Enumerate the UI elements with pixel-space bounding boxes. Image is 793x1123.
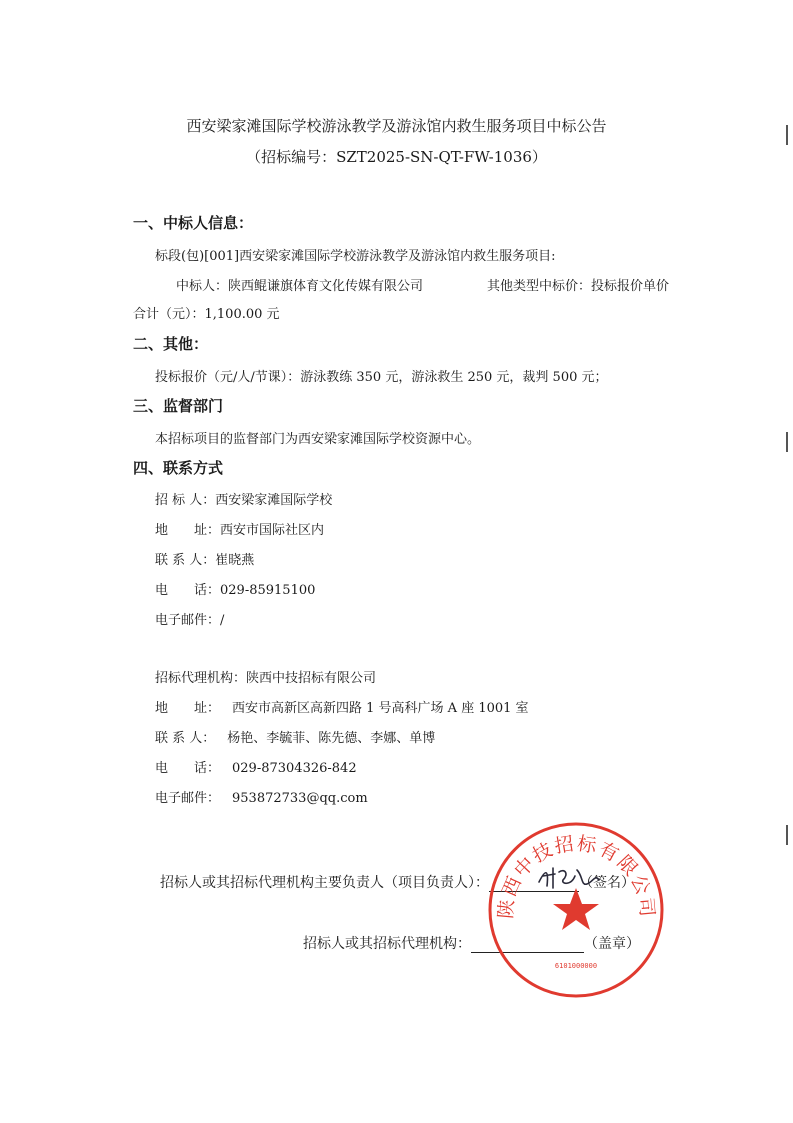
row-label: 电子邮件： [155, 613, 221, 628]
document-title: 西安梁家滩国际学校游泳教学及游泳馆内救生服务项目中标公告 [186, 117, 607, 135]
tender-number: （招标编号：SZT2025-SN-QT-FW-1036） [246, 148, 547, 166]
company-seal-icon [484, 818, 669, 1003]
row-label: 电 话： [155, 761, 221, 776]
agency-row [155, 667, 376, 686]
quote-text: 投标报价（元/人/节课）：游泳教练 350 元，游泳救生 250 元，裁判 500 元； [155, 370, 608, 385]
winner-text: 中标人：陕西鲲谦旗体育文化传媒有限公司 [176, 279, 424, 294]
scan-edge-mark [786, 125, 788, 145]
total-text: 合计（元）：1,100.00 元 [133, 307, 280, 322]
scan-edge-mark [786, 432, 788, 452]
row-label: 电 话： [155, 583, 221, 598]
scan-edge-mark [786, 825, 788, 845]
section-heading-winner: 一、中标人信息： [133, 214, 254, 232]
tenderer-contact-row [155, 549, 254, 568]
tenderer-email-row [155, 609, 224, 628]
section-heading-supervision: 三、监督部门 [133, 397, 224, 415]
section-heading-contact: 四、联系方式 [133, 459, 224, 477]
row-value: 杨艳、李毓菲、陈先德、李娜、单博 [227, 731, 436, 746]
section-heading-other: 二、其他： [133, 335, 209, 353]
tenderer-row [155, 489, 332, 508]
row-value: 953872733@qq.com [232, 791, 368, 806]
other-price-text: 其他类型中标价：投标报价单价 [487, 279, 670, 294]
row-value: 西安梁家滩国际学校 [215, 493, 333, 508]
agency-contact-row [155, 727, 435, 746]
row-value: 西安市高新区高新四路 1 号高科广场 A 座 1001 室 [232, 701, 529, 716]
signature-suffix: （签名） [579, 875, 635, 891]
row-value: 崔晓燕 [215, 553, 255, 568]
row-value: 029-87304326-842 [232, 761, 357, 776]
tenderer-phone-row [155, 579, 315, 598]
lot-text: 标段(包)[001]西安梁家滩国际学校游泳教学及游泳馆内救生服务项目: [155, 249, 556, 264]
row-value: 西安市国际社区内 [220, 523, 325, 538]
agency-address-row [155, 697, 529, 716]
row-label: 招标代理机构： [155, 671, 247, 686]
svg-text:6101000000: 6101000000 [554, 962, 598, 970]
stamp-label: 招标人或其招标代理机构： [303, 936, 471, 952]
signature-label: 招标人或其招标代理机构主要负责人（项目负责人）： [160, 875, 489, 891]
supervision-text: 本招标项目的监督部门为西安梁家滩国际学校资源中心。 [155, 432, 481, 447]
row-value: 029-85915100 [220, 583, 316, 598]
stamp-suffix: （盖章） [584, 936, 640, 952]
tenderer-address-row [155, 519, 324, 538]
row-label: 招 标 人： [155, 493, 216, 508]
row-label: 地 址： [155, 701, 221, 716]
row-label: 联 系 人： [155, 731, 216, 746]
row-value: 陕西中技招标有限公司 [246, 671, 377, 686]
agency-phone-row [155, 757, 357, 776]
row-label: 地 址： [155, 523, 221, 538]
agency-email-row [155, 787, 368, 806]
seal-text: 陕西中技招标有限公司 [494, 832, 659, 920]
row-value: / [220, 613, 225, 628]
row-label: 电子邮件： [155, 791, 221, 806]
row-label: 联 系 人： [155, 553, 216, 568]
